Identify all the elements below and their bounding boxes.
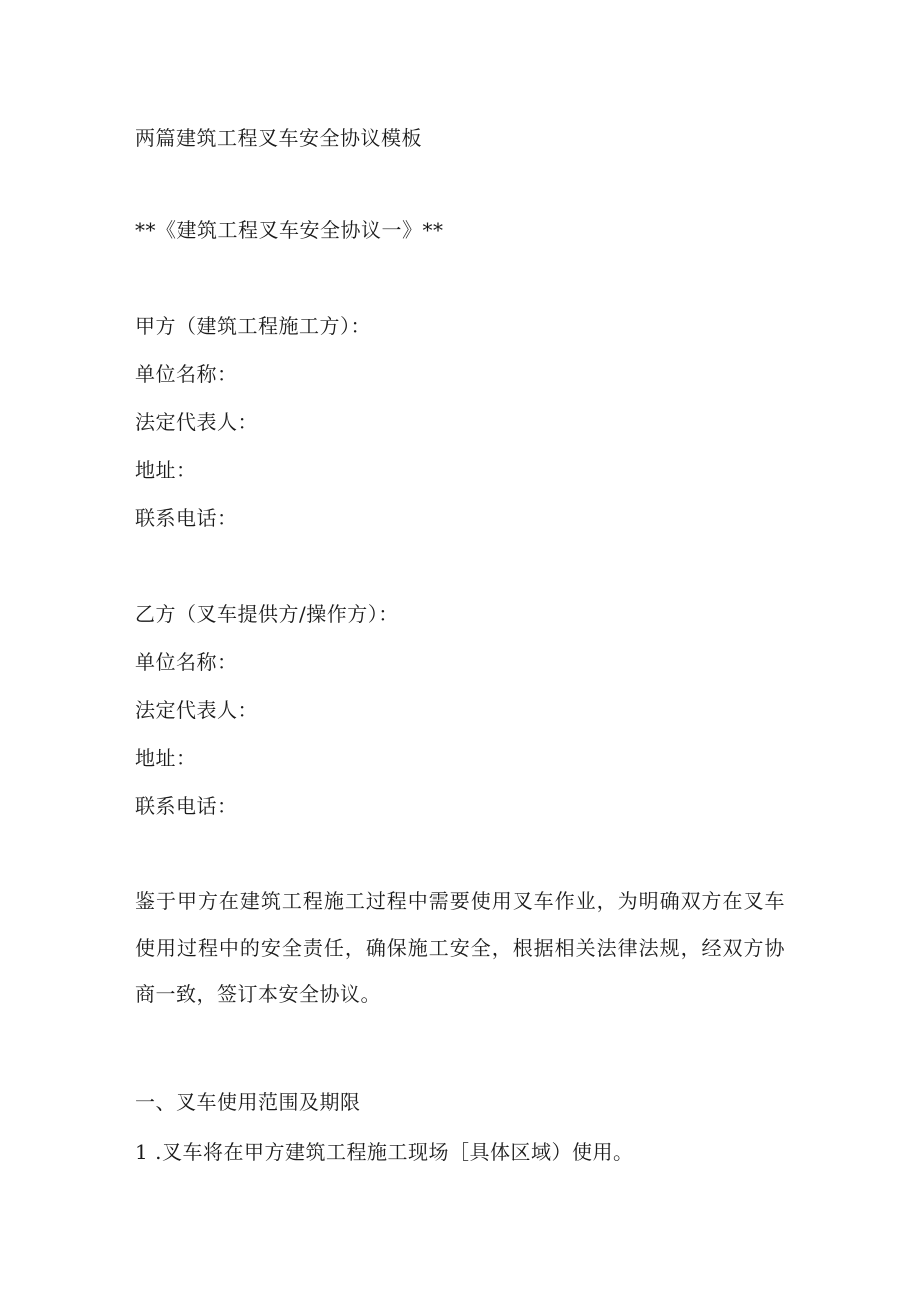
- party-b-company-field: 单位名称：: [135, 650, 238, 674]
- party-a-representative-field: 法定代表人：: [135, 410, 258, 434]
- section-1-heading: 一、叉车使用范围及期限: [135, 1090, 361, 1114]
- party-a-company-field: 单位名称：: [135, 362, 238, 386]
- party-a-address-field: 地址：: [135, 458, 197, 482]
- party-b-representative-field: 法定代表人：: [135, 698, 258, 722]
- party-b-address-field: 地址：: [135, 746, 197, 770]
- party-b-heading: 乙方（叉车提供方/操作方）：: [135, 602, 399, 626]
- document-title: 两篇建筑工程叉车安全协议模板: [135, 126, 422, 150]
- party-a-heading: 甲方（建筑工程施工方）：: [135, 314, 371, 338]
- party-a-phone-field: 联系电话：: [135, 506, 238, 530]
- agreement-subtitle: **《建筑工程叉车安全协议一》**: [135, 218, 444, 242]
- preamble-paragraph: 鉴于甲方在建筑工程施工过程中需要使用叉车作业，为明确双方在叉车使用过程中的安全责任，确保施工安全，根据相关法律法规，经双方协商一致，签订本安全协议。: [135, 889, 785, 1006]
- section-1-item-1: 1 .叉车将在甲方建筑工程施工现场［具体区域）使用。: [135, 1140, 634, 1164]
- party-b-phone-field: 联系电话：: [135, 794, 238, 818]
